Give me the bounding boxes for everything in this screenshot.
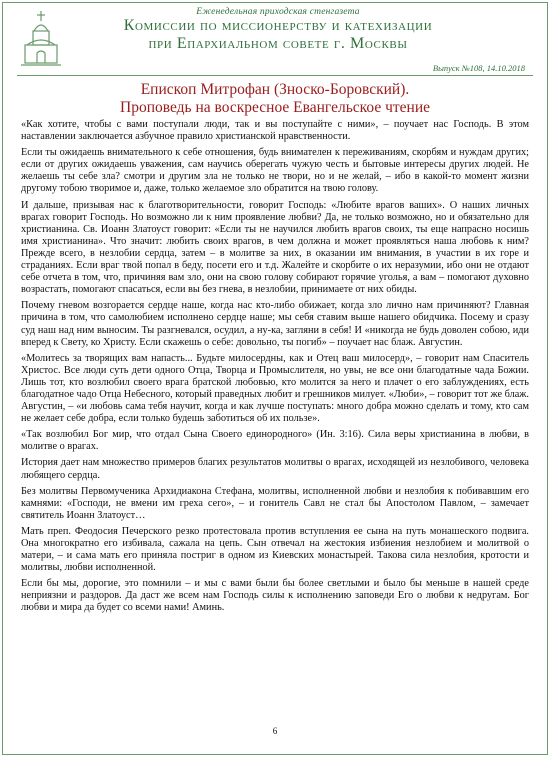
paragraph: Почему гневом возгорается сердце наше, когда нас кто-либо обижает, когда зло лично нам причиняют? Главная причина в том, что самолюбием исполнено сердце наше; мы себя ставим выше нашего обидчика. Посему и сразу суд наш над ним выносим. Ты разгневался, осудил, а ну-ка, загляни в себя! И «никогда не будь доволен собою, иди вперед к Свету, ко Христу. Если скажешь о себе: довольно, ты погиб» – поучает нас блаж. Августин. bbox=[21, 300, 529, 348]
paragraph: «Так возлюбил Бог мир, что отдал Сына Своего единородного» (Ин. 3:16). Сила веры христианина в любви, в молитве о врагах. bbox=[21, 429, 529, 453]
issue-number: Выпуск №108, 14.10.2018 bbox=[432, 63, 525, 73]
article-body bbox=[21, 119, 529, 619]
article-title bbox=[17, 81, 533, 117]
page-frame bbox=[2, 2, 548, 755]
masthead-title-line2: при Епархиальном совете г. Москвы bbox=[148, 35, 408, 52]
paragraph: Мать преп. Феодосия Печерского резко протестовала против вступления ее сына на путь монашеского подвига. Она многократно его избивала, сажала на цепь. Сын отвечал на жестокия избиения незлобием и молитвой о матери, – и сама мать его приняла постриг в одном из Киевских монастырей. Такова сила незлобия, кротости и молитвы, любви исполненной. bbox=[21, 525, 529, 574]
paragraph: «Молитесь за творящих вам напасть... Будьте милосердны, как и Отец ваш милосерд», – говорит нам Спаситель Христос. Все люди суть дети одного Отца, Творца и Промыслителя, но увы, не все они благодатные чада Божии. Лишь тот, кто возлюбил своего врага братской любовью, кто молится за него и плачет о его заблуждениях, есть благодатное чадо Отца Небесного, который праведных любит и грешников милует. «Люби», – говорит тот же блаж. Августин, – «и любовь сама тебя научит, когда и как лучше поступать: много добра можно сделать и тому, кто сам не желает себе добра, если только будешь заботиться об их пользе». bbox=[21, 352, 529, 425]
masthead-subtitle: Еженедельная приходская стенгазета bbox=[196, 7, 360, 17]
masthead-title-line1: Комиссии по миссионерству и катехизации bbox=[123, 17, 433, 34]
paragraph: Если бы мы, дорогие, это помнили – и мы с вами были бы более светлыми и было бы меньше в нашей среде неприязни и раздоров. Да даст же всем нам Господь силы к исполнению заповеди Его о любви к недругам. Бог любви и мира да будет со всеми нами! Аминь. bbox=[21, 578, 529, 614]
church-logo-icon bbox=[19, 9, 63, 69]
article-title-line2: Проповедь на воскресное Евангельское чтение bbox=[120, 99, 430, 116]
page-number: 6 bbox=[272, 726, 278, 736]
paragraph: И дальше, призывая нас к благотворительности, говорит Господь: «Любите врагов ваших». О наших личных врагах говорит Господь. Но возможно ли к ним проявление любви? Да, не только возможно, но и обязательно для христианина. Св. Иоанн Златоуст говорит: «Если ты не научился любить врагов своих, ты еще напрасно носишь имя христианина». Что значит: любить своих врагов, в чем должна и может проявляться наша любовь к ним? Прежде всего, в незлобии сердца, затем – в молитве за них, в оказании им внимания, в участии в их горе и страданиях. Если враг твой попал в беду, посети его и т.д. Жалейте и скорбите о их неразумии, ибо они не отдают себе отчета в том, что, причиняя вам зло, они на свою голову собирают горячие уголья, а вам – помогают духовно возрастать, помогают спасаться, если вы без гнева, в незлобии, принимаете от них обиды. bbox=[21, 199, 529, 296]
paragraph: Если ты ожидаешь внимательного к себе отношения, будь внимателен к переживаниям, скорбям и нуждам других; если от других ожидаешь уважения, сам научись оберегать чужую честь и бытовые интересы других людей. Не желаешь ты себе зла? смотри и другим зла не только не твори, но и не желай, – ибо в какой-то момент жизни другому тобою творимое и, даже, только желаемое зло обратится на твою голову. bbox=[21, 147, 529, 195]
article-title-line1: Епископ Митрофан (Зноско-Боровский). bbox=[140, 81, 410, 98]
masthead bbox=[103, 7, 453, 53]
paragraph: История дает нам множество примеров благих результатов молитвы о врагах, исходящей из незлобивого, человека любящего сердца. bbox=[21, 457, 529, 481]
header-divider bbox=[17, 75, 533, 76]
paragraph: Без молитвы Первомученика Архидиакона Стефана, молитвы, исполненной любви и незлобия к побивавшим его камнями: «Господи, не вмени им греха сего», – и гонитель Савл не стал бы Апостолом Павлом, – замечает святитель Иоанн Златоуст… bbox=[21, 485, 529, 521]
paragraph: «Как хотите, чтобы с вами поступали люди, так и вы поступайте с ними», – поучает нас Господь. В этом наставлении заключается азбучное правило христианской нравственности. bbox=[21, 119, 529, 143]
